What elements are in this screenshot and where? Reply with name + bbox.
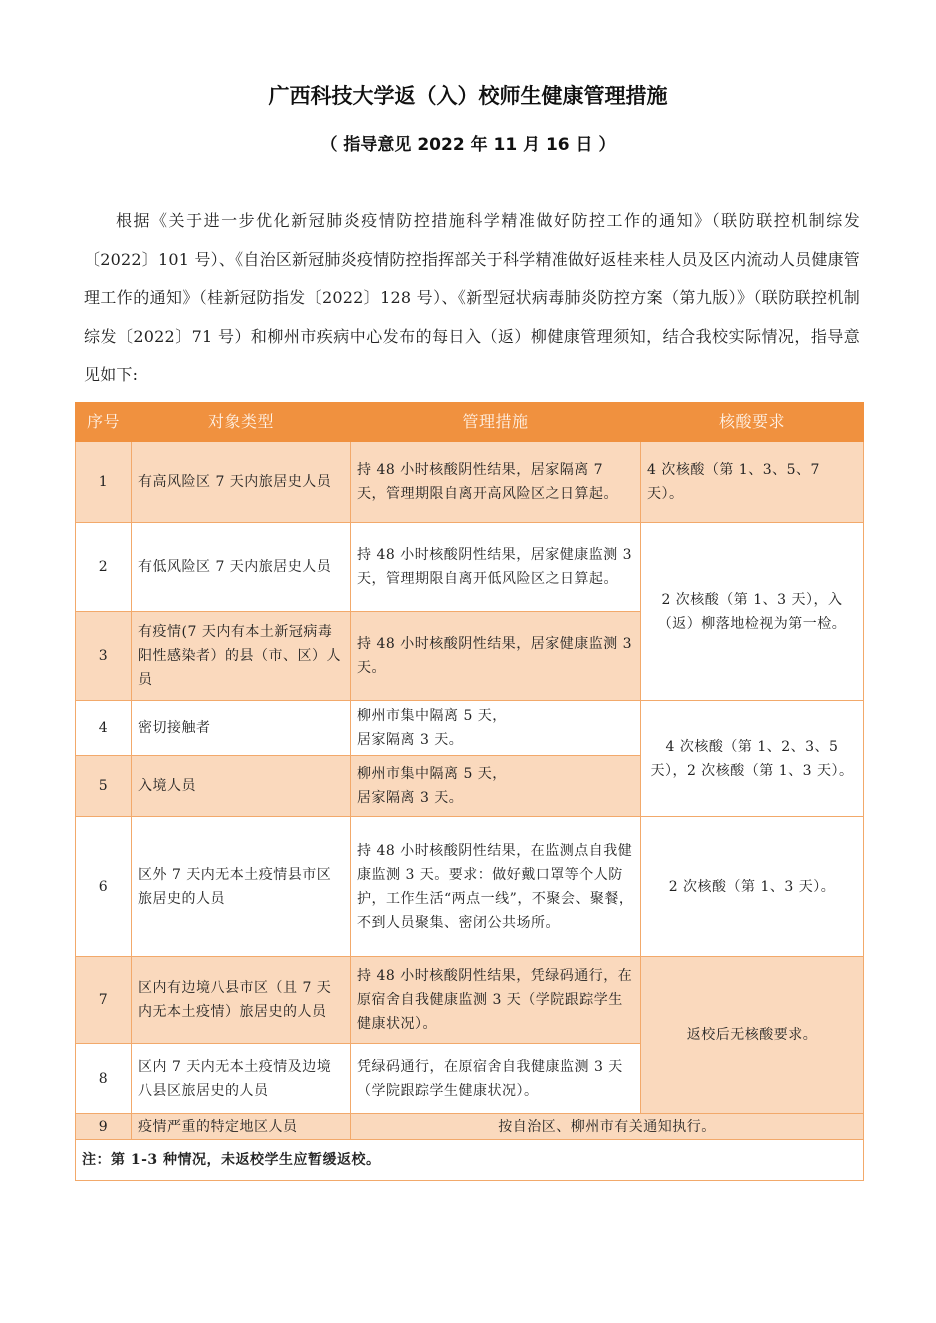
row-no: 6	[76, 817, 132, 957]
row-no: 7	[76, 957, 132, 1044]
row-measure: 持 48 小时核酸阴性结果，居家隔离 7 天，管理期限自离开高风险区之日算起。	[351, 442, 641, 523]
row-nucleic: 2 次核酸（第 1、3 天），入（返）柳落地检视为第一检。	[641, 523, 864, 701]
header-no: 序号	[76, 403, 132, 442]
row-no: 3	[76, 612, 132, 701]
row-no: 8	[76, 1044, 132, 1114]
table-row	[76, 957, 864, 1044]
row-type: 区内有边境八县市区（且 7 天内无本土疫情）旅居史的人员	[132, 957, 351, 1044]
row-nucleic: 4 次核酸（第 1、2、3、5 天），2 次核酸（第 1、3 天）。	[641, 701, 864, 817]
row-type: 区内 7 天内无本土疫情及边境八县区旅居史的人员	[132, 1044, 351, 1114]
header-type: 对象类型	[132, 403, 351, 442]
row-type: 有高风险区 7 天内旅居史人员	[132, 442, 351, 523]
row-nucleic: 返校后无核酸要求。	[641, 957, 864, 1114]
row-type: 区外 7 天内无本土疫情县市区旅居史的人员	[132, 817, 351, 957]
row-type: 有低风险区 7 天内旅居史人员	[132, 523, 351, 612]
row-measure: 持 48 小时核酸阴性结果，凭绿码通行，在原宿舍自我健康监测 3 天（学院跟踪学生健康状况）。	[351, 957, 641, 1044]
row-measure: 持 48 小时核酸阴性结果，居家健康监测 3 天。	[351, 612, 641, 701]
table-note-row	[76, 1140, 864, 1181]
row-no: 9	[76, 1114, 132, 1140]
row-measure: 持 48 小时核酸阴性结果，居家健康监测 3 天，管理期限自离开低风险区之日算起。	[351, 523, 641, 612]
measure-line: 柳州市集中隔离 5 天，	[357, 766, 507, 782]
page-subtitle: （ 指导意见 2022 年 11 月 16 日 ）	[320, 135, 616, 155]
intro-paragraph: 根据《关于进一步优化新冠肺炎疫情防控措施科学精准做好防控工作的通知》（联防联控机制综发〔2022〕101 号）、《自治区新冠肺炎疫情防控指挥部关于科学精准做好返桂来桂人员及区内流动人员健康管理工作的通知》（桂新冠防指发〔2022〕128 号）、《新型冠状病毒肺炎防控方案（第九版）》（联防联控机制综发〔2022〕71 号）和柳州市疾病中心发布的每日入（返）柳健康管理须知，结合我校实际情况，指导意见如下:	[84, 211, 860, 384]
row-measure	[351, 701, 641, 756]
table-row	[76, 523, 864, 612]
page-title: 广西科技大学返（入）校师生健康管理措施	[268, 84, 668, 108]
row-type: 疫情严重的特定地区人员	[132, 1114, 351, 1140]
table-note: 注：第 1-3 种情况，未返校学生应暂缓返校。	[76, 1140, 864, 1181]
row-type: 入境人员	[132, 756, 351, 817]
row-no: 4	[76, 701, 132, 756]
measure-line: 居家隔离 3 天。	[357, 790, 464, 806]
table-header-row	[76, 403, 864, 442]
health-measures-table	[75, 402, 864, 1181]
table-row	[76, 701, 864, 756]
row-measure: 凭绿码通行，在原宿舍自我健康监测 3 天（学院跟踪学生健康状况）。	[351, 1044, 641, 1114]
row-nucleic: 2 次核酸（第 1、3 天）。	[641, 817, 864, 957]
row-no: 5	[76, 756, 132, 817]
row-no: 1	[76, 442, 132, 523]
header-nucleic: 核酸要求	[641, 403, 864, 442]
table-row	[76, 442, 864, 523]
row-no: 2	[76, 523, 132, 612]
row-measure: 按自治区、柳州市有关通知执行。	[351, 1114, 864, 1140]
row-type: 有疫情(7 天内有本土新冠病毒阳性感染者）的县（市、区）人员	[132, 612, 351, 701]
row-nucleic: 4 次核酸（第 1、3、5、7 天）。	[641, 442, 864, 523]
measure-line: 居家隔离 3 天。	[357, 732, 464, 748]
table-row	[76, 817, 864, 957]
row-measure: 持 48 小时核酸阴性结果，在监测点自我健康监测 3 天。要求：做好戴口罩等个人防护，工作生活“两点一线”，不聚会、聚餐，不到人员聚集、密闭公共场所。	[351, 817, 641, 957]
measure-line: 柳州市集中隔离 5 天，	[357, 708, 507, 724]
row-type: 密切接触者	[132, 701, 351, 756]
row-measure	[351, 756, 641, 817]
table-row	[76, 1114, 864, 1140]
header-measure: 管理措施	[351, 403, 641, 442]
